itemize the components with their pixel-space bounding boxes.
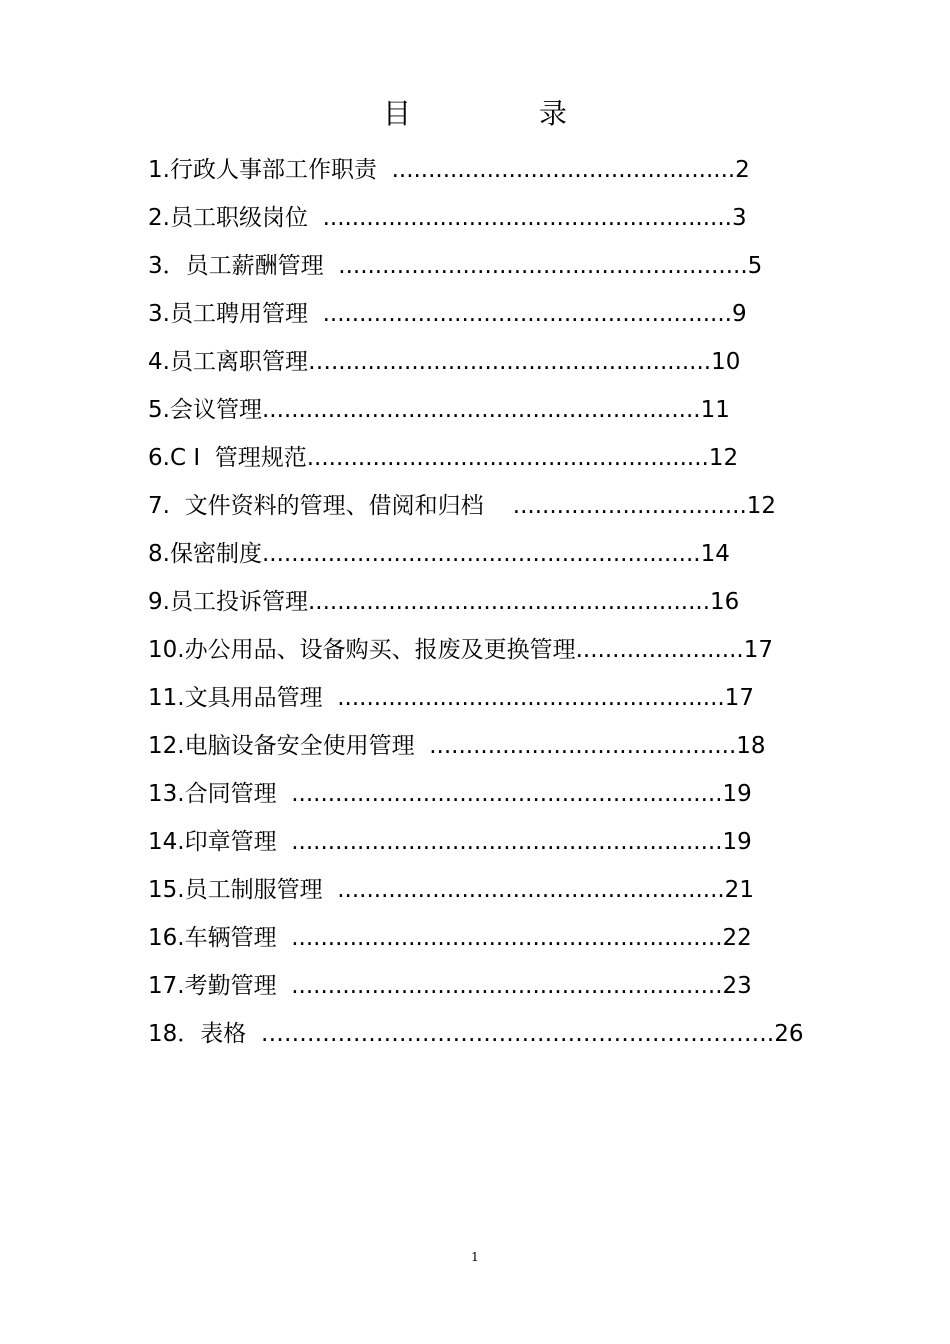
toc-entry-text: 11.文具用品管理 .....................................................17: [148, 685, 754, 711]
toc-entry-text: 3．员工薪酬管理 ........................................................5: [148, 253, 763, 279]
toc-entry-text: 1.行政人事部工作职责 ...............................................2: [148, 157, 750, 183]
toc-entry[interactable]: [148, 722, 803, 770]
toc-entry[interactable]: [148, 338, 803, 386]
toc-entry[interactable]: [148, 434, 803, 482]
toc-entry-text: 5.会议管理............................................................11: [148, 397, 730, 423]
toc-entry[interactable]: [148, 818, 803, 866]
toc-entry[interactable]: [148, 914, 803, 962]
toc-entry[interactable]: [148, 530, 803, 578]
toc-entry-text: 14.印章管理 ...........................................................19: [148, 829, 752, 855]
toc-entry[interactable]: [148, 386, 803, 434]
toc-entry-text: 2.员工职级岗位 ........................................................3: [148, 205, 747, 231]
toc-entry[interactable]: [148, 194, 803, 242]
toc-entry[interactable]: [148, 962, 803, 1010]
table-of-contents: [148, 146, 803, 1058]
toc-entry[interactable]: [148, 146, 803, 194]
toc-entry-text: 7. 文件资料的管理、借阅和归档 ................................12: [148, 493, 777, 519]
toc-entry[interactable]: [148, 626, 803, 674]
toc-entry-text: 4.员工离职管理…....................................................10: [148, 349, 741, 375]
toc-entry[interactable]: [148, 674, 803, 722]
toc-entry[interactable]: [148, 242, 803, 290]
toc-entry-text: 6.C I 管理规范.......................................................12: [148, 445, 739, 471]
toc-entry-text: 13.合同管理 ...........................................................19: [148, 781, 752, 807]
toc-entry[interactable]: [148, 482, 803, 530]
title-char-1: 目: [382, 97, 411, 130]
toc-entry[interactable]: [148, 866, 803, 914]
title-char-2: 录: [539, 97, 568, 130]
toc-entry-text: 15.员工制服管理 .....................................................21: [148, 877, 754, 903]
toc-entry-text: 18．表格 ………………………………………………………….26: [148, 1021, 804, 1047]
page-title: [0, 92, 950, 132]
toc-entry[interactable]: [148, 770, 803, 818]
toc-entry-text: 16.车辆管理 ...........................................................22: [148, 925, 752, 951]
toc-entry-text: 10.办公用品、设备购买、报废及更换管理.......................17: [148, 637, 773, 663]
toc-entry-text: 9.员工投诉管理.......................................................16: [148, 589, 740, 615]
page-number: 1: [471, 1250, 479, 1264]
toc-entry[interactable]: [148, 578, 803, 626]
toc-entry-text: 17.考勤管理 ...........................................................23: [148, 973, 752, 999]
title-gap: [411, 92, 539, 132]
toc-entry-text: 8.保密制度............................................................14: [148, 541, 730, 567]
toc-entry-text: 12.电脑设备安全使用管理 ..........................................18: [148, 733, 766, 759]
toc-entry-text: 3.员工聘用管理 ........................................................9: [148, 301, 747, 327]
toc-entry[interactable]: [148, 1010, 803, 1058]
toc-entry[interactable]: [148, 290, 803, 338]
